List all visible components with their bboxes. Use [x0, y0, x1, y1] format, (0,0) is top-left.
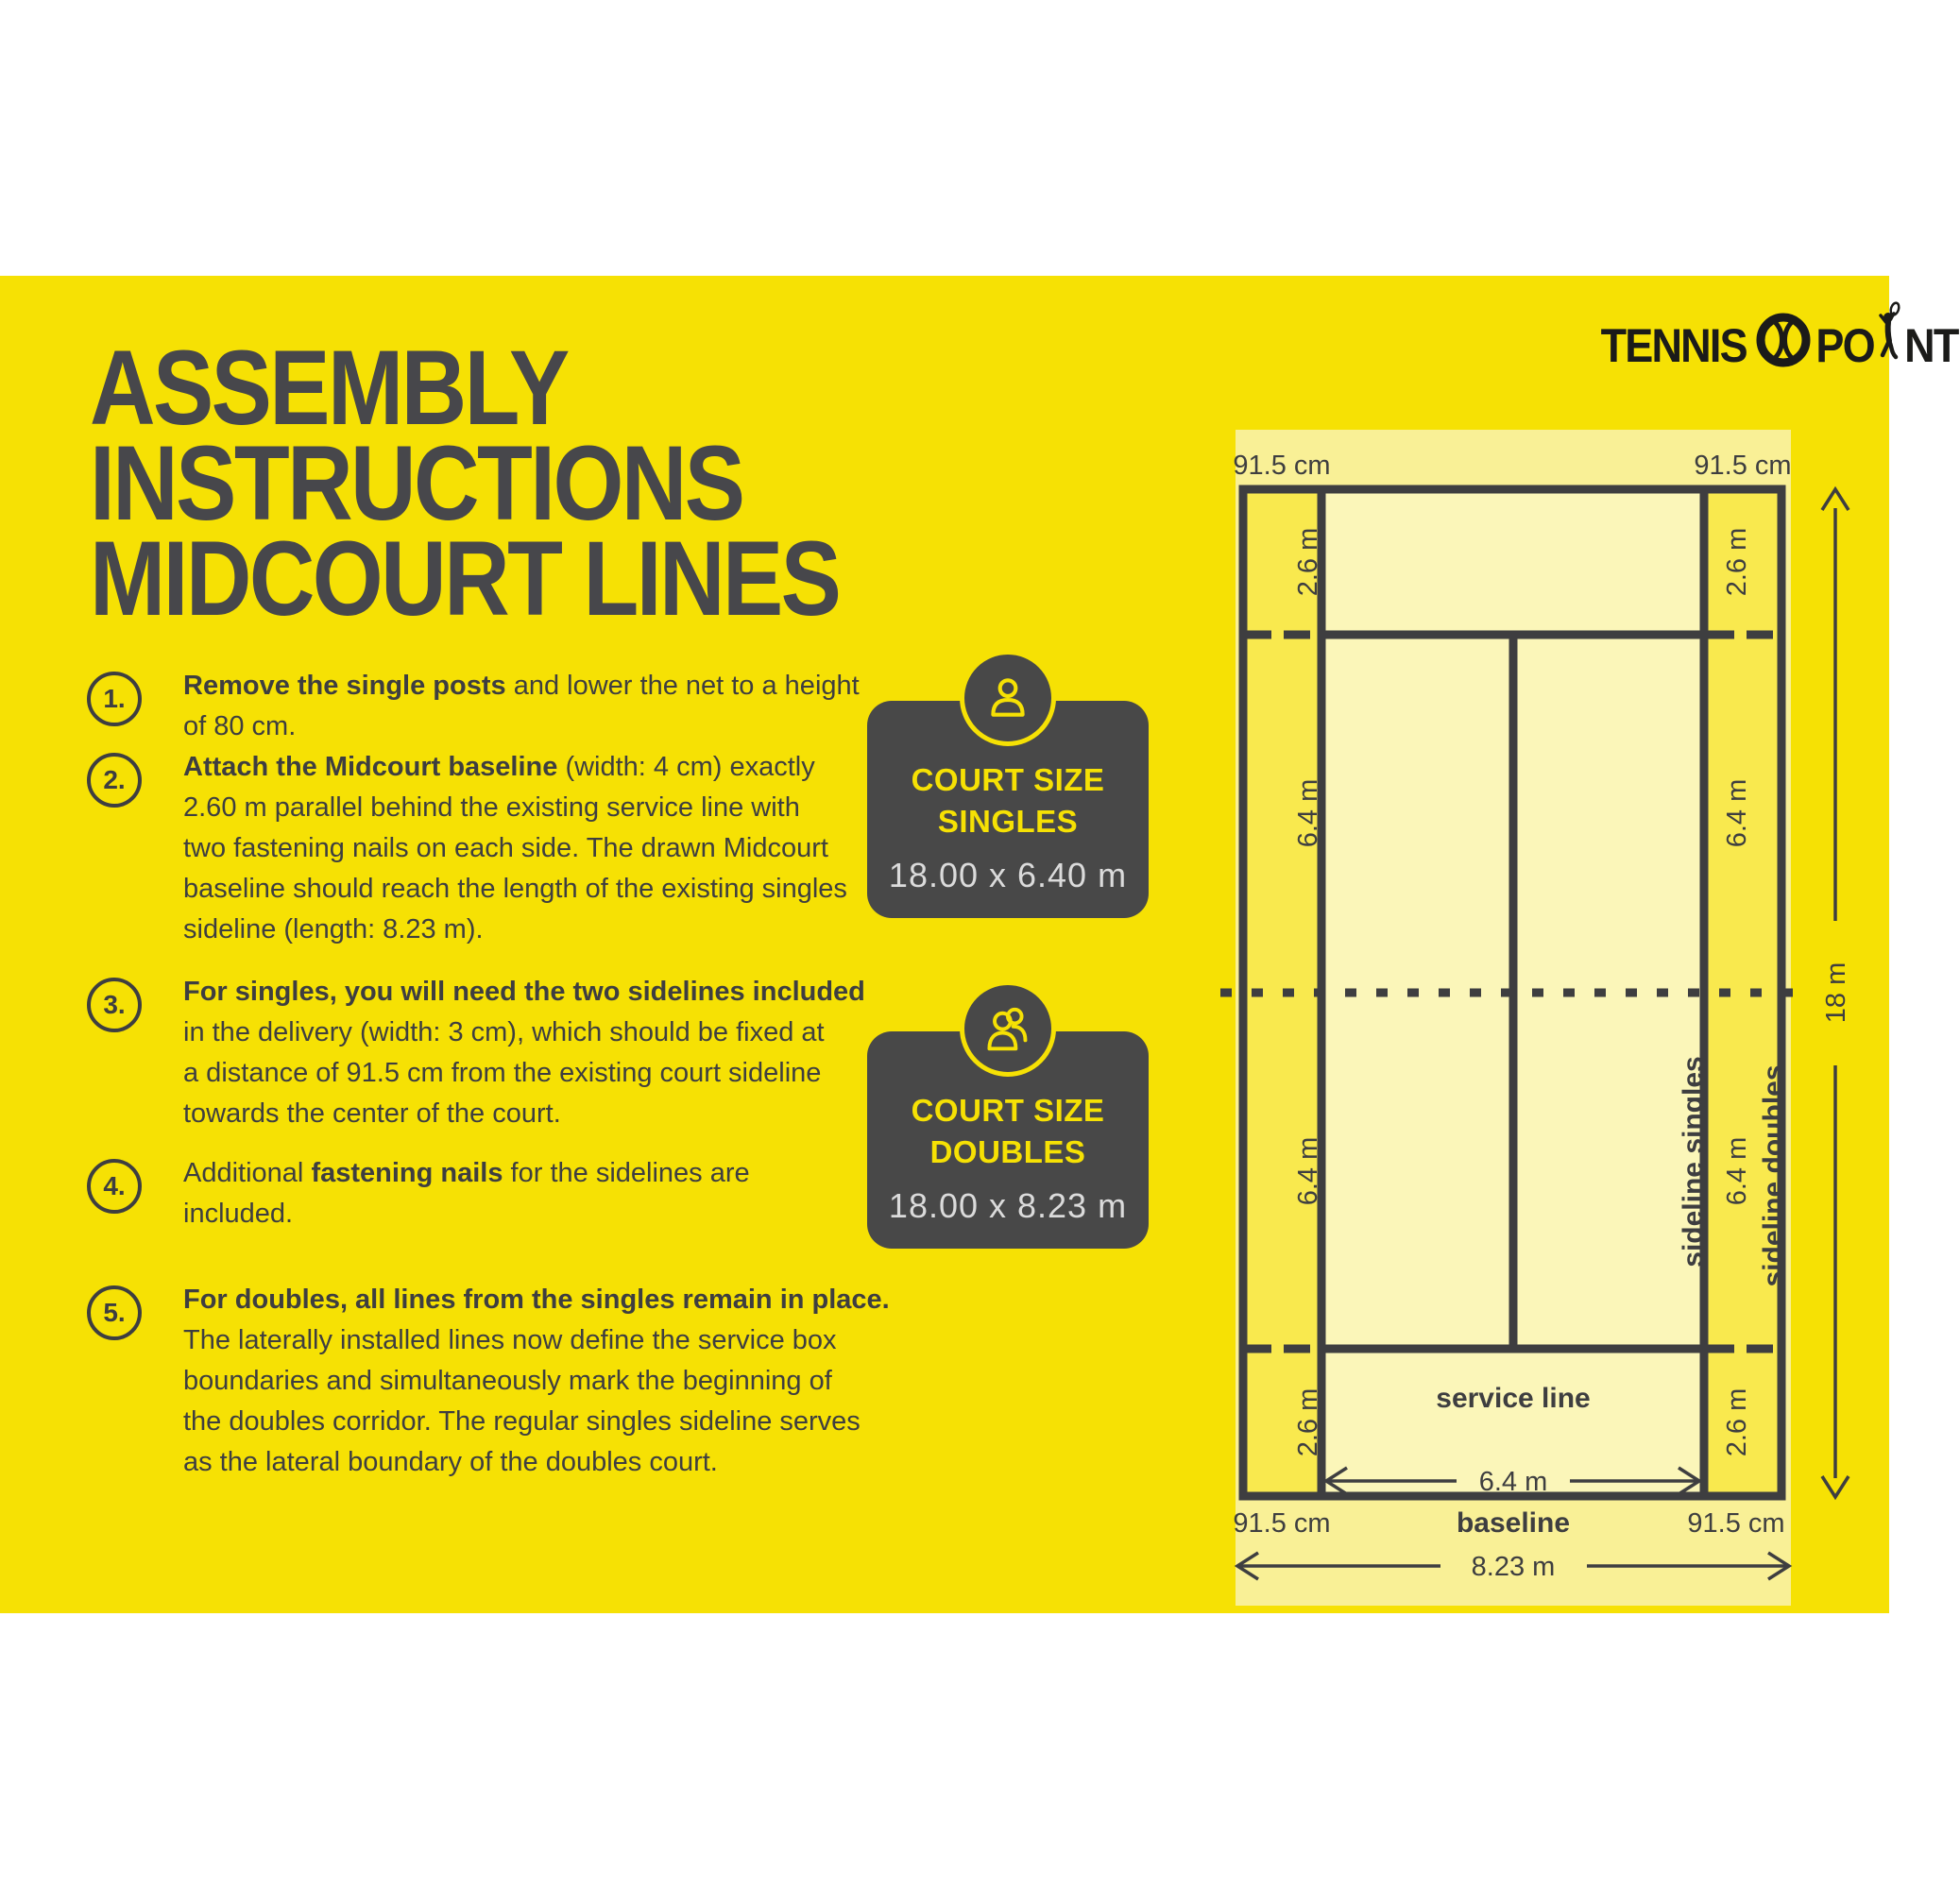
step-text: For doubles, all lines from the singles remain in place. The laterally installed lines now define the service box boundaries and simultaneously mark the beginning of the doubles corridor. The regular singles sideline serves as the lateral boundary of the doubles court.	[183, 1285, 890, 1477]
offset-label: 91.5 cm	[1694, 451, 1792, 481]
instruction-step-1	[87, 666, 939, 747]
row-height-label: 2.6 m	[1722, 527, 1752, 597]
step-text: Remove the single posts and lower the net to a height of 80 cm.	[183, 671, 860, 741]
instruction-step-3	[87, 972, 939, 1134]
people-icon	[960, 980, 1056, 1077]
row-height-label: 2.6 m	[1293, 1387, 1323, 1457]
arrowhead-down-icon	[1822, 1476, 1849, 1497]
card-title: COURT SIZE DOUBLES	[911, 1093, 1105, 1169]
instruction-step-2	[87, 747, 939, 950]
card-value: 18.00 x 8.23 m	[888, 1186, 1128, 1225]
instruction-step-5	[87, 1280, 939, 1483]
logo-word-point: PO NT	[1813, 316, 1960, 375]
page-title-line1: ASSEMBLY INSTRUCTIONS	[90, 329, 743, 542]
step-text: Attach the Midcourt baseline (width: 4 cm) exactly 2.60 m parallel behind the existing service line with two fastening nails on each side. The drawn Midcourt baseline should reach the length of the existing singles sideline (length: 8.23 m).	[183, 752, 847, 944]
court-width-label: 8.23 m	[1471, 1552, 1556, 1582]
row-height-label: 6.4 m	[1722, 778, 1752, 848]
court-length-label: 18 m	[1821, 962, 1851, 1024]
step-text: For singles, you will need the two sidelines included in the delivery (width: 3 cm), which should be fixed at a distance of 91.5 cm from the existing court sideline towards the center of the court.	[183, 977, 865, 1129]
sideline-singles-label: sideline singles	[1678, 1056, 1709, 1268]
offset-label: 91.5 cm	[1233, 451, 1331, 481]
logo-word-tennis: TENNIS	[1600, 319, 1747, 372]
tennis-point-logo	[1593, 308, 1960, 383]
card-value: 18.00 x 6.40 m	[888, 856, 1128, 894]
sideline-doubles-label: sideline doubles	[1758, 1064, 1789, 1287]
court-size-singles-card	[867, 701, 1149, 918]
page-title-line2: MIDCOURT LINES	[90, 519, 840, 638]
step-number-badge: 1.	[87, 672, 142, 726]
step-number-badge: 5.	[87, 1285, 142, 1340]
step-text: Additional fastening nails for the sidelines are included.	[183, 1158, 750, 1229]
row-height-label: 6.4 m	[1293, 778, 1323, 848]
tennis-player-icon	[1876, 301, 1904, 375]
court-size-doubles-card	[867, 1031, 1149, 1249]
tennis-ball-icon	[1756, 313, 1811, 379]
step-number-badge: 4.	[87, 1159, 142, 1214]
offset-label: 91.5 cm	[1233, 1508, 1331, 1539]
row-height-label: 6.4 m	[1293, 1136, 1323, 1206]
arrowhead-up-icon	[1822, 489, 1849, 510]
row-height-label: 2.6 m	[1293, 527, 1323, 597]
service-line-label: service line	[1436, 1383, 1591, 1414]
page-title	[90, 329, 1227, 638]
row-height-label: 6.4 m	[1722, 1136, 1752, 1206]
offset-label: 91.5 cm	[1687, 1508, 1785, 1539]
card-title: COURT SIZE SINGLES	[911, 762, 1105, 839]
step-number-badge: 3.	[87, 978, 142, 1032]
instruction-step-4	[87, 1153, 939, 1234]
row-height-label: 2.6 m	[1722, 1387, 1752, 1457]
person-icon	[960, 650, 1056, 746]
court-diagram	[1209, 416, 1870, 1625]
step-number-badge: 2.	[87, 753, 142, 808]
baseline-label: baseline	[1456, 1507, 1571, 1539]
service-width-label: 6.4 m	[1478, 1467, 1548, 1497]
